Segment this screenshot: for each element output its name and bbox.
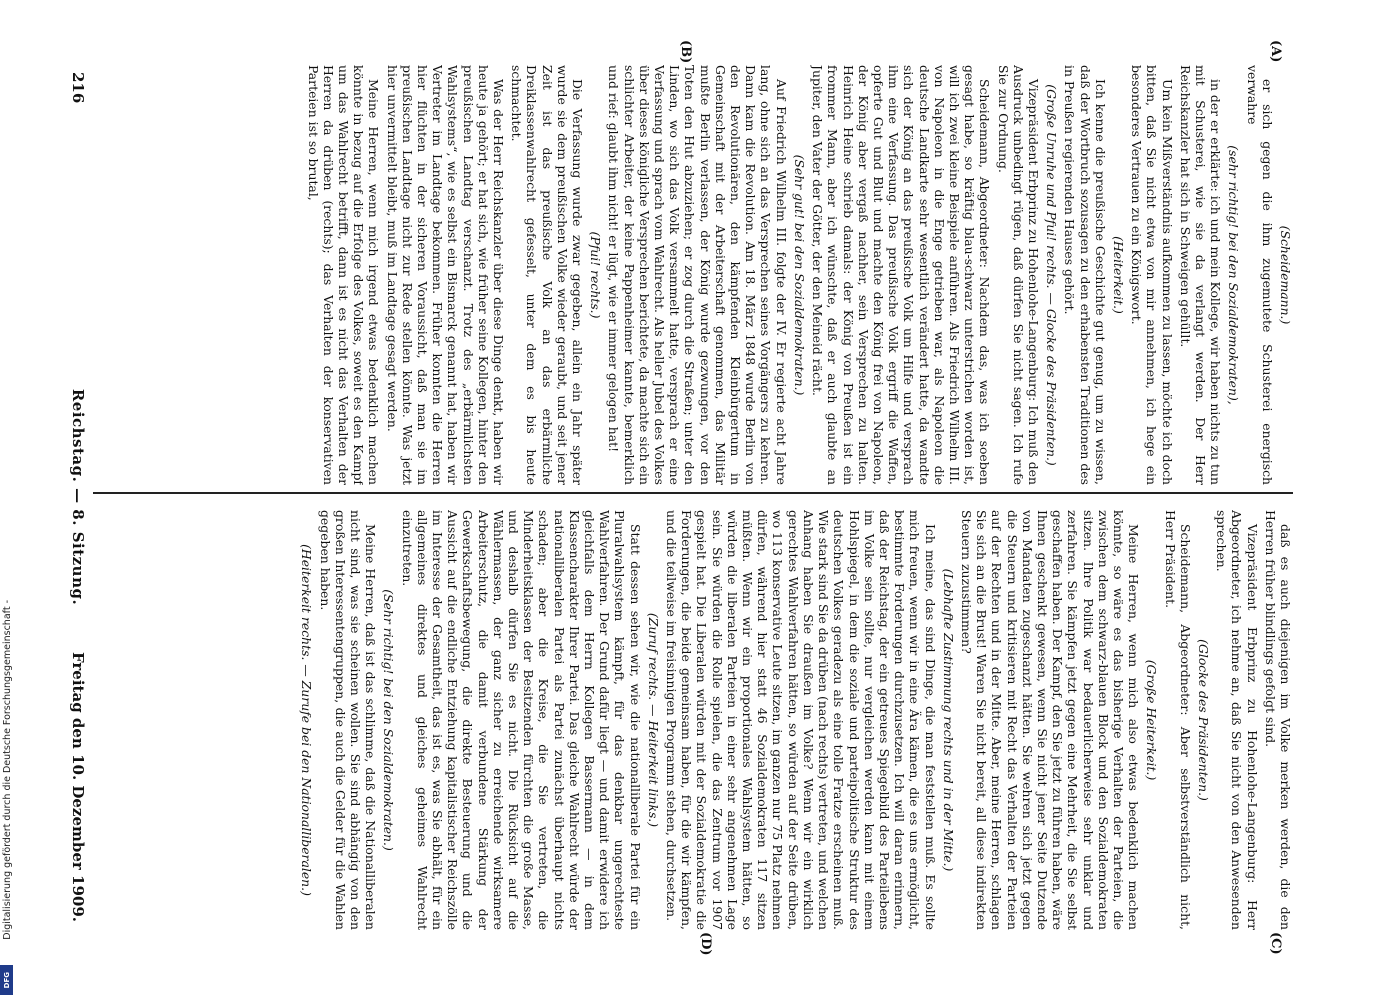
stage-direction: (Zuruf rechts. — Heiterkeit links.) — [645, 612, 661, 828]
paragraph: Ich meine, das sind Dinge, die man feststellen muß. Es sollte mich freuen, wenn wir in eine Ära kämen, die es uns ermöglicht, bestimmte Forderungen durchzusetzen. Ich will daran erinnern, daß der Reichstag, der ein getreues Spiegelbild des Parteilebens im Volke sein sollte, nur vergleichen werden kann mit einem Hohlspiegel, in dem die soziale und parteipolitische Struktur des deutschen Volkes geradezu als eine tolle Fratze erscheinen muß. Wie stark sind Sie da drüben (nach rechts) vertreten, und welchen Anhang haben Sie draußen im Volke? Wenn wir ein wirklich gerechtes Wahlverfahren hätten, so würden auf der Seite drüben, wo 113 konservative Leute sitzen, im ganzen nur 75 Platz nehmen dürfen, während hier statt 46 Sozialdemokraten 117 sitzen müßten. Wenn wir ein proportionales Wahlsystem hätten, so würden die liberalen Parteien in einer sehr angenehmen Lage sein. Sie würden die Rolle spielen, die das Zentrum vor 1907 gespielt hat. Die Liberalen würden mit der Sozialdemokratie die Forderungen, die beide gemeinsam haben, für die wir kämpfen, und die teilweise im freisinnigen Programm stehen, durchsetzen. — [664, 510, 938, 930]
column-divider — [93, 492, 1293, 494]
stage-direction: (Große Heiterkeit.) — [1144, 659, 1160, 781]
paragraph: Statt dessen sehen wir, wie die nationalliberale Partei für ein Pluralwahlsystem kämpft, für das denkbar ungerechteste Wahlverfahren. Der Grund dafür liegt — und damit erwidere ich gleichfalls dem Herrn Kollegen Bassermann — in dem Klassencharakter Ihrer Partei. Das gleiche Wahlrecht würde der nationalliberalen Partei als Partei zunächst überhaupt nichts schaden; aber die Kreise, die Sie vertreten, die Minderheitsklassen der Besitzenden fürchten die große Masse, und deshalb dürfen Sie es nicht. Die Rücksicht auf die Wählermassen, der ganz sicher zu erreichende wirksamere Arbeiterschutz, die damit verbundene Stärkung der Gewerkschaftsbewegung, die direkte Besteuerung und die Aussicht auf die endliche Entziehung kapitalistischer Reichszölle im Interesse der Gesamtheit, das ist es, was Sie abhält, für ein allgemeines direktes und gleiches geheimes Wahlrecht einzutreten. — [399, 510, 643, 930]
paragraph: Vizepräsident Erbprinz zu Hohenlohe-Langenburg: Herr Abgeordneter, ich nehme an, daß Sie nicht von den Anwesenden sprechen. — [1214, 510, 1260, 930]
margin-marker-b: (B) — [678, 40, 693, 64]
paragraph: in der er erklärte: ich und mein Kollege, wir haben nichts zu tun mit Schusterei, wie sie da verlangt werden. Der Herr Reichskanzler hat sich in Schweigen gehüllt. — [1177, 65, 1224, 485]
stage-direction: (sehr richtig! bei den Sozialdemokraten), — [1226, 145, 1242, 405]
dfg-logo-text: DFG — [2, 971, 11, 989]
session-date: Freitag den 10. Dezember 1909. — [69, 652, 87, 922]
stage-direction: (Sehr richtig! bei den Sozialdemokraten.) — [381, 589, 397, 851]
paragraph: Auf Friedrich Wilhelm III. folgte der IV. Er regierte acht Jahre lang, ohne sich an das Versprechen seines Vorgängers zu kehren. Dann kam die Revolution. Am 18. März 1848 wurde Berlin von den Revolutionären, den kämpfenden Kleinbürgertum in Gemeinschaft mit der Arbeiterschaft genommen, das Militär mußte Berlin verlassen, der König wurde gezwungen, vor den Toten den Hut abzuziehen; er zog durch die Straßen; unter den Linden, wo sich das Volk versammelt hatte, versprach er eine Verfassung und sprach vom Wahlrecht. Als heller Jubel des Volkes über dieses königliche Versprechen berichtete, da machte sich ein schlichter Arbeiter, der keine Pappenheimer kannte, bemerklich und rief: glaubt ihm nicht! er lügt, wie er immer gelogen hat! — [606, 65, 789, 485]
paragraph: daß es auch diejenigen im Volke merken werden, die den Herren früher blindlings gefolgt sind. — [1262, 510, 1293, 930]
paragraph: Vizepräsident Erbprinz zu Hohenlohe-Langenburg: Ich muß den Ausdruck unbedingt rügen, daß dürfen Sie nicht sagen. Ich rufe Sie zur Ordnung. — [995, 65, 1041, 485]
dfg-logo — [0, 965, 13, 995]
running-head — [63, 72, 93, 922]
paragraph: Ich kenne die preußische Geschichte gut genug, um zu wissen, daß der Wortbruch sozusagen zu den erhabensten Traditionen des in Preußen regierenden Hauses gehört. — [1062, 65, 1108, 485]
paragraph: er sich gegen die ihm zugemutete Schusterei energisch verwahre — [1244, 65, 1275, 485]
paragraph: Um kein Mißverständnis aufkommen zu lassen, möchte ich doch bitten, daß Sie nicht etwa von mir annehmen, ich hege ein besonderes Vertrauen zu ein Königswort. — [1129, 65, 1175, 485]
stage-direction: (Pfui! rechts.) — [588, 231, 604, 319]
text-column-left — [98, 65, 1293, 485]
text-column-right — [98, 510, 1293, 930]
paragraph: Meine Herren, wenn mich also etwas bedenklich machen könnte, so wäre es das bisherige Verhalten der Parteien, die zwischen dem schwarz-blauen Block und den Sozialdemokraten sitzen. Ihre Politik war bedauerlicherweise sehr unklar und zerfahren. Sie kämpfen jetzt gegen eine Mehrheit, die Sie selbst geschaffen haben. Der Kampf, den Sie jetzt zu führen haben, wäre Ihnen geschenkt gewesen, wenn Sie nicht jener Seite Dutzende von Mandaten zugeschanzt hätten. Sie wehren sich jetzt gegen die Steuern und kritisieren mit Recht das Verhalten der Parteien auf der Rechten und in der Mitte. Aber, meine Herren, schlagen Sie sich an die Brust! Waren Sie nicht bereit, all diese indirekten Steuern zuzustimmen? — [958, 510, 1142, 930]
paragraph: Scheidemann, Abgeordneter: Aber selbstverständlich nicht, Herr Präsident. — [1162, 510, 1193, 930]
paragraph: Die Verfassung wurde zwar gegeben, allein ein Jahr später wurde sie dem preußischen Volke wieder geraubt, und seit jener Zeit ist das preußische Volk an das erbärmliche Dreiklassenwahlrecht gefesselt, unter dem es bis heute schmachtet. — [509, 65, 586, 485]
stage-direction: (Glocke des Präsidenten.) — [1195, 639, 1211, 801]
margin-marker-d: (D) — [698, 932, 713, 956]
stage-direction: (Große Unruhe und Pfui! rechts. — Glocke des Präsidenten.) — [1044, 84, 1060, 466]
stage-direction: (Lebhafte Zustimmung rechts und in der Mitte.) — [940, 568, 956, 872]
stage-direction: (Scheidemann.) — [1278, 225, 1293, 325]
credit-text: Digitalisierung gefördert durch die Deutsche Forschungsgemeinschaft - — [2, 600, 13, 940]
paragraph: Meine Herren, daß ist das schlimme, daß die Nationalliberalen nicht sind, was sie scheinen wollen. Sie sind abhängig von den großen Interessentengruppen, die auch die Gelder für die Wahlen gegeben haben. — [317, 510, 379, 930]
stage-direction: (Sehr gut! bei den Sozialdemokraten.) — [791, 154, 807, 396]
margin-marker-a: (A) — [1268, 40, 1283, 63]
stage-direction: (Heiterkeit rechts. — Zurufe bei den Nationalliberalen.) — [299, 544, 315, 896]
margin-marker-c: (C) — [1268, 932, 1283, 955]
stage-direction: (Heiterkeit.) — [1110, 236, 1126, 314]
page-number: 216 — [69, 72, 87, 104]
paragraph: Meine Herren, wenn mich irgend etwas bedenklich machen könnte in bezug auf die Erfolge des Volkes, soweit es den Kampf um das Wahlrecht betrifft, dann ist es nicht das Verhalten der Herren da drüben (rechts); das Verhalten der konservativen Parteien ist so brutal, — [305, 65, 382, 485]
running-title: Reichstag. — 8. Sitzung. — [69, 388, 87, 606]
paragraph: Was der Herr Reichskanzler über diese Dinge denkt, haben wir heute ja gehört; er hat sich, wie früher seine Kollegen, hinter den preußischen Landtag verschanzt. Trotz des „erbärmlichsten Wahlsystems“, wie es selbst ein Bismarck genannt hat, haben wir Vertreter im Landtage bekommen. Früher konnten die Herren hier flüchten in der sicheren Voraussicht, daß man sie im preußischen Landtage nicht zur Rede stellen könnte. Was jetzt hier unvermittelt bleibt, muß im Landtage gesagt werden. — [384, 65, 507, 485]
digitization-credit — [2, 600, 16, 990]
paragraph: Scheidemann, Abgeordneter: Nachdem das, was ich soeben gesagt habe, so kräftig blau-schwarz unterstrichen worden ist, will ich zwei kleine Beispiele anführen. Als Friedrich Wilhelm III. von Napoleon in die Enge getrieben war, als Napoleon die deutsche Landkarte sehr wesentlich verändert hatte, da wandte sich der König an das preußische Volk um Hilfe und versprach ihm eine Verfassung. Das preußische Volk ergriff die Waffen, opferte Gut und Blut und machte den König frei von Napoleon, der König aber vergaß nachher, sein Versprechen zu halten. Heinrich Heine schrieb damals: der König von Preußen ist ein frommer Mann, aber ich wünschte, daß er auch glaubte an Jupiter, den Vater der Götter, der den Meineid rächt. — [810, 65, 993, 485]
